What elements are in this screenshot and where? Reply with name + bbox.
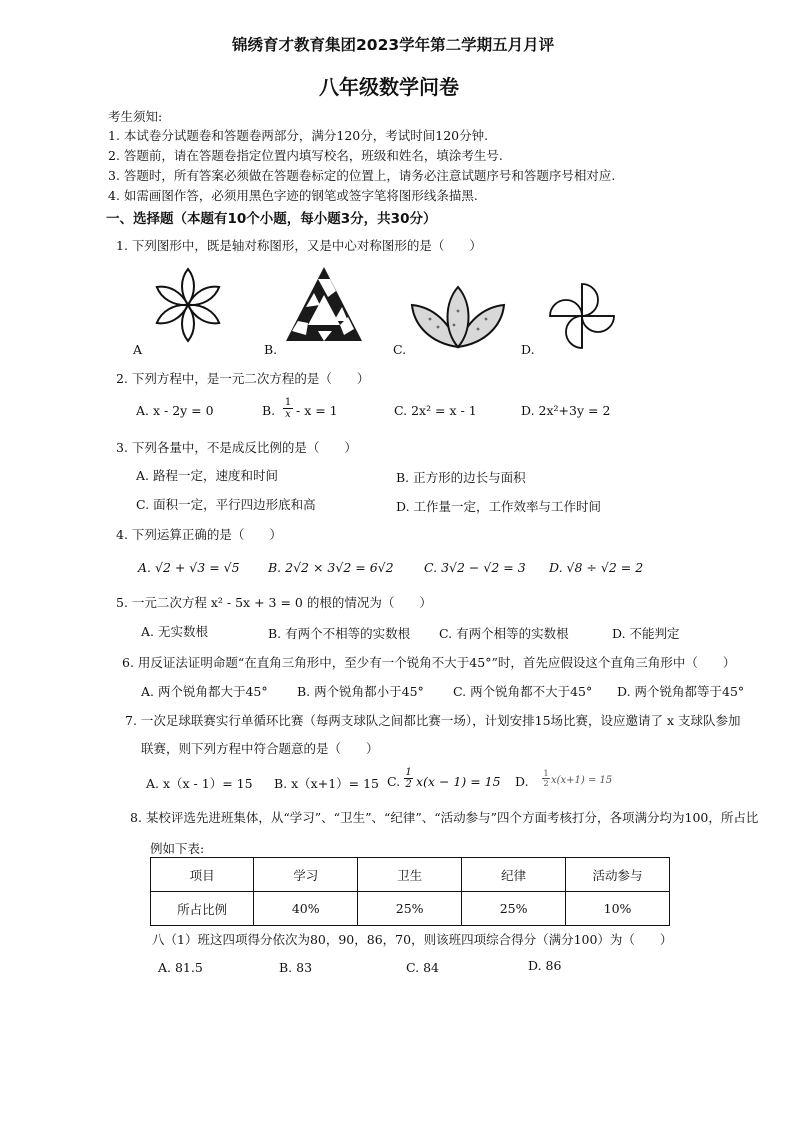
section-heading: 一、选择题（本题有10个小题，每小题3分，共30分） bbox=[106, 211, 437, 227]
q6-stem: 6. 用反证法证明命题“在直角三角形中，至少有一个锐角不大于45°”时，首先应假设这个直角三角形中（ ） bbox=[122, 655, 736, 670]
q1-figure-d-pinwheel bbox=[546, 280, 618, 352]
q4-option-c: C. 3√2 − √2 = 3 bbox=[424, 560, 526, 575]
q7-option-d-rest: x(x+1) = 15 bbox=[551, 775, 613, 786]
notes-title: 考生须知: bbox=[108, 109, 163, 124]
note-item-2: 2. 答题前，请在答题卷指定位置内填写校名，班级和姓名，填涂考生号. bbox=[108, 148, 503, 163]
note-item-4: 4. 如需画图作答，必须用黑色字迹的钢笔或签字笔将图形线条描黑. bbox=[108, 188, 478, 203]
table-header-row bbox=[151, 858, 670, 892]
exam-subject-title: 八年级数学问卷 bbox=[319, 75, 459, 99]
q1-label-b: B. bbox=[264, 342, 278, 357]
q8-followup: 八（1）班这四项得分依次为80，90，86，70，则该班四项综合得分（满分100）为（ ） bbox=[152, 932, 673, 947]
note-item-3: 3. 答题时，所有答案必须做在答题卷标定的位置上，请务必注意试题序号和答题序号相对应. bbox=[108, 168, 616, 183]
q7-option-d-prefix: D. bbox=[515, 774, 529, 789]
q3-stem: 3. 下列各量中，不是成反比例的是（ ） bbox=[116, 440, 357, 455]
q1-label-c: C. bbox=[393, 342, 407, 357]
q5-stem: 5. 一元二次方程 x² - 5x + 3 = 0 的根的情况为（ ） bbox=[116, 595, 432, 610]
q8-option-a: A. 81.5 bbox=[158, 960, 203, 975]
q2-fraction-numerator: 1 bbox=[284, 397, 292, 408]
q1-figure-a-flower bbox=[148, 265, 228, 345]
q7-d-half-numerator: 1 bbox=[543, 769, 549, 778]
q2-option-c: C. 2x² = x - 1 bbox=[394, 403, 477, 418]
q1-figure-b-recycle bbox=[284, 265, 364, 347]
table-header-cell: 卫生 bbox=[358, 858, 462, 892]
q3-option-b: B. 正方形的边长与面积 bbox=[396, 470, 526, 485]
q2-option-b-prefix: B. bbox=[262, 403, 276, 418]
q7-option-a: A. x（x - 1）= 15 bbox=[146, 776, 253, 791]
q3-option-d: D. 工作量一定，工作效率与工作时间 bbox=[396, 499, 602, 514]
q5-option-a: A. 无实数根 bbox=[141, 624, 208, 639]
q3-option-a: A. 路程一定，速度和时间 bbox=[136, 468, 278, 483]
q7-c-half-numerator: 1 bbox=[405, 767, 412, 778]
q8-option-d: D. 86 bbox=[528, 958, 562, 973]
q4-option-a: A. √2 + √3 = √5 bbox=[138, 560, 240, 575]
table-cell: 10% bbox=[566, 892, 670, 926]
q8-option-c: C. 84 bbox=[406, 960, 439, 975]
table-cell: 所占比例 bbox=[151, 892, 254, 926]
note-item-1: 1. 本试卷分试题卷和答题卷两部分，满分120分，考试时间120分钟. bbox=[108, 128, 489, 143]
q6-option-b: B. 两个锐角都小于45° bbox=[297, 684, 424, 699]
table-header-cell: 项目 bbox=[151, 858, 254, 892]
q8-stem-line1: 8. 某校评选先进班集体，从“学习”、“卫生”、“纪律”、“活动参与”四个方面考核打分，各项满分均为100，所占比 bbox=[130, 810, 759, 825]
q2-fraction-denominator: x bbox=[285, 409, 291, 420]
q4-option-b: B. 2√2 × 3√2 = 6√2 bbox=[268, 560, 394, 575]
q7-stem-line1: 7. 一次足球联赛实行单循环比赛（每两支球队之间都比赛一场），计划安排15场比赛，设应邀请了 x 支球队参加 bbox=[125, 713, 741, 728]
table-header-cell: 学习 bbox=[254, 858, 358, 892]
q7-option-d-half bbox=[542, 769, 550, 788]
q3-option-c: C. 面积一定，平行四边形底和高 bbox=[136, 497, 316, 512]
q1-figure-c-leaves bbox=[410, 285, 506, 349]
q2-option-a: A. x - 2y = 0 bbox=[136, 403, 214, 418]
q8-weight-table bbox=[150, 857, 670, 926]
q8-option-b: B. 83 bbox=[279, 960, 313, 975]
table-row bbox=[151, 892, 670, 926]
table-header-cell: 纪律 bbox=[462, 858, 566, 892]
exam-school-title: 锦绣育才教育集团2023学年第二学期五月月评 bbox=[232, 36, 555, 54]
table-header-cell: 活动参与 bbox=[566, 858, 670, 892]
q8-stem-line2: 例如下表: bbox=[150, 841, 205, 856]
q2-option-d: D. 2x²+3y = 2 bbox=[521, 403, 611, 418]
q1-label-d: D. bbox=[521, 342, 535, 357]
q4-stem: 4. 下列运算正确的是（ ） bbox=[116, 527, 282, 542]
q5-option-c: C. 有两个相等的实数根 bbox=[439, 626, 569, 641]
q7-c-half-denominator: 2 bbox=[405, 779, 412, 790]
q6-option-d: D. 两个锐角都等于45° bbox=[617, 684, 745, 699]
q1-stem: 1. 下列图形中，既是轴对称图形，又是中心对称图形的是（ ） bbox=[116, 238, 482, 253]
q6-option-c: C. 两个锐角都不大于45° bbox=[453, 684, 593, 699]
table-cell: 25% bbox=[358, 892, 462, 926]
q7-stem-line2: 联赛，则下列方程中符合题意的是（ ） bbox=[141, 741, 379, 756]
q5-option-d: D. 不能判定 bbox=[612, 626, 680, 641]
q6-option-a: A. 两个锐角都大于45° bbox=[141, 684, 268, 699]
q2-option-b-rest: - x = 1 bbox=[296, 403, 338, 418]
q5-option-b: B. 有两个不相等的实数根 bbox=[268, 626, 411, 641]
q1-label-a: A bbox=[133, 342, 143, 357]
q2-option-b-fraction bbox=[283, 397, 293, 420]
q4-option-d: D. √8 ÷ √2 = 2 bbox=[549, 560, 644, 575]
q7-option-b: B. x（x+1）= 15 bbox=[274, 776, 380, 791]
q7-option-c-prefix: C. bbox=[387, 774, 401, 789]
q7-option-c-rest: x(x − 1) = 15 bbox=[416, 774, 501, 789]
q2-stem: 2. 下列方程中，是一元二次方程的是（ ） bbox=[116, 371, 370, 386]
table-cell: 25% bbox=[462, 892, 566, 926]
q7-d-half-denominator: 2 bbox=[543, 779, 549, 788]
q7-option-c-half bbox=[404, 767, 413, 790]
table-cell: 40% bbox=[254, 892, 358, 926]
